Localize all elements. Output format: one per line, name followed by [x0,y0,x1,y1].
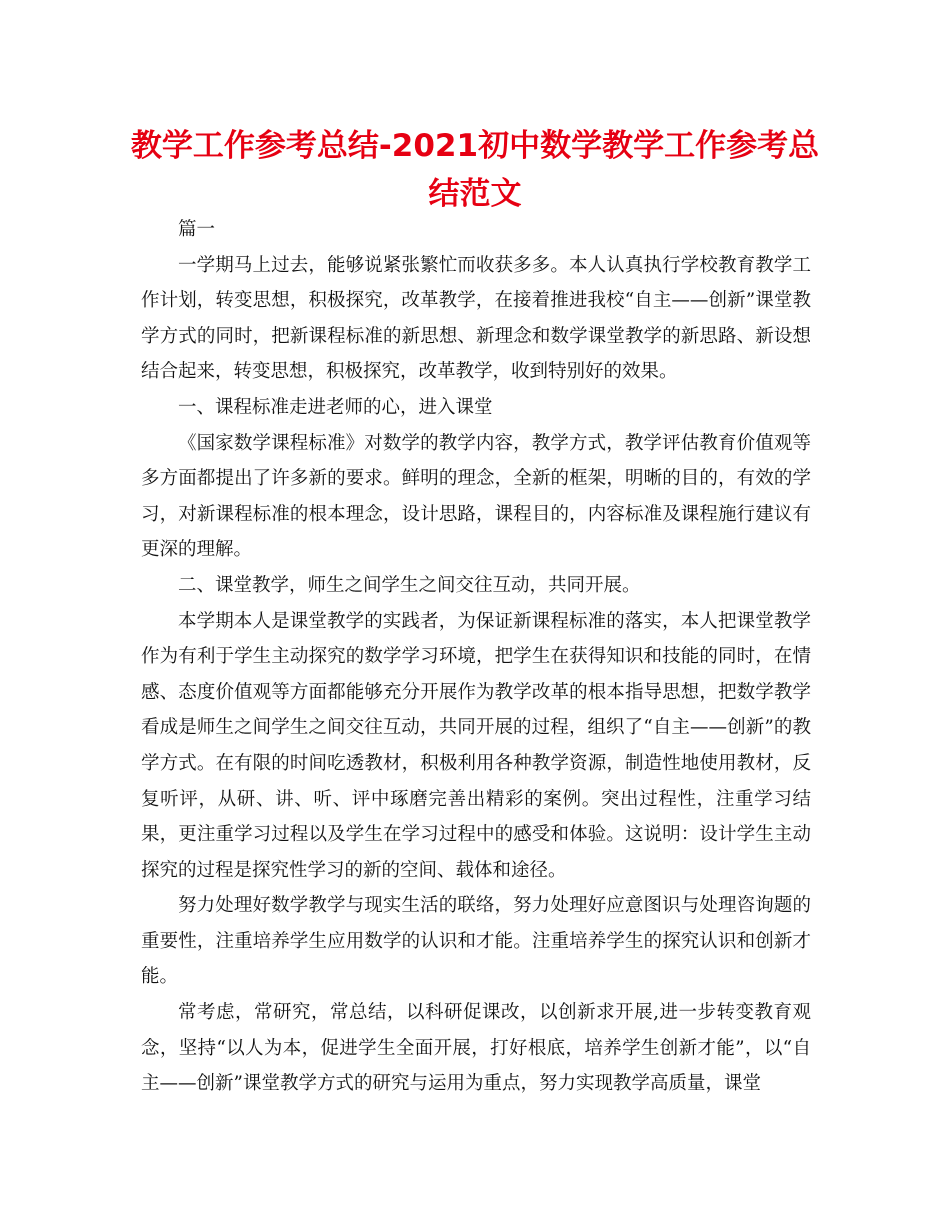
paragraph-curriculum-standards: 《国家数学课程标准》对数学的教学内容，教学方式，教学评估教育价值观等多方面都提出了许多新的要求。鲜明的理念，全新的框架，明晰的目的，有效的学习，对新课程标准的根本理念，设计思路，课程目的，内容标准及课程施行建议有更深的理解。 [141,432,811,561]
document-body [141,212,811,1102]
paragraph-real-life-connection: 努力处理好数学教学与现实生活的联络，努力处理好应意图识与处理咨询题的重要性，注重培养学生应用数学的认识和才能。注重培养学生的探究认识和创新才能。 [141,895,811,988]
paragraph-reflection: 常考虑，常研究，常总结，以科研促课改，以创新求开展,进一步转变教育观念，坚持“以人为本，促进学生全面开展，打好根底，培养学生创新才能”，以“自主——创新”课堂教学方式的研究与运用为重点，努力实现教学高质量，课堂 [141,1002,811,1095]
heading-section-one: 一、课程标准走进老师的心，进入课堂 [178,396,493,418]
paragraph-intro: 一学期马上过去，能够说紧张繁忙而收获多多。本人认真执行学校教育教学工作计划，转变思想，积极探究，改革教学，在接着推进我校“自主——创新”课堂教学方式的同时，把新课程标准的新思想、新理念和数学课堂教学的新思路、新设想结合起来，转变思想，积极探究，改革教学，收到特别好的效果。 [141,254,811,383]
paragraph-classroom-practice: 本学期本人是课堂教学的实践者，为保证新课程标准的落实，本人把课堂教学作为有利于学生主动探究的数学学习环境，把学生在获得知识和技能的同时，在情感、态度价值观等方面都能够充分开展作为教学改革的根本指导思想，把数学教学看成是师生之间学生之间交往互动，共同开展的过程，组织了“自主——创新”的教学方式。在有限的时间吃透教材，积极利用各种教学资源，制造性地使用教材，反复听评，从研、讲、听、评中琢磨完善出精彩的案例。突出过程性，注重学习结果，更注重学习过程以及学生在学习过程中的感受和体验。这说明：设计学生主动探究的过程是探究性学习的新的空间、载体和途径。 [141,610,811,881]
document-title: 教学工作参考总结-2021初中数学教学工作参考总结范文 [130,128,820,212]
paragraph-section-label: 篇一 [178,219,216,240]
heading-section-two: 二、课堂教学，师生之间学生之间交往互动，共同开展。 [178,574,641,596]
